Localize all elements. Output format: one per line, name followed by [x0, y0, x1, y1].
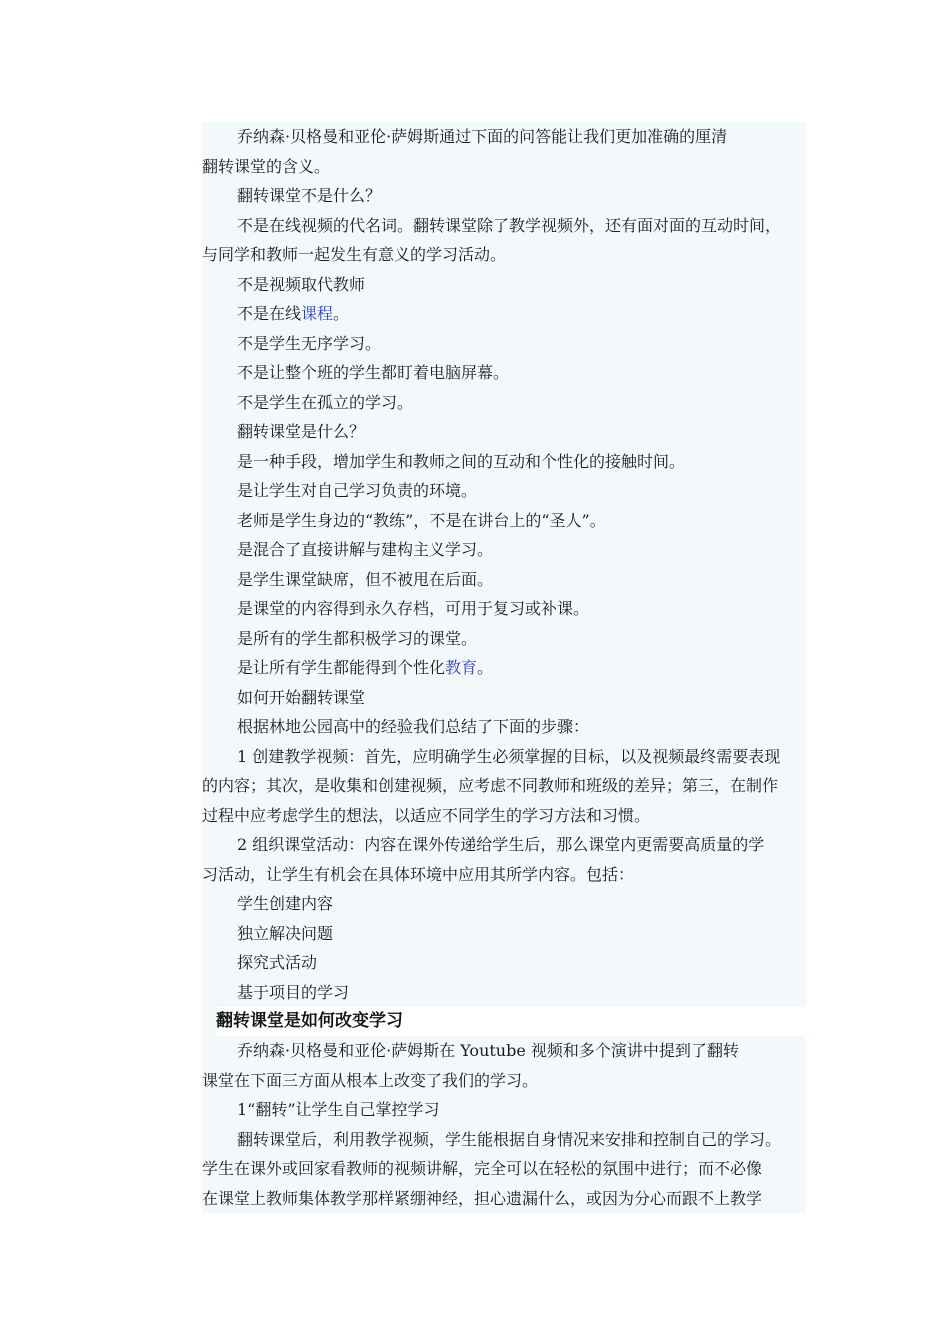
- is-item-2: 是让学生对自己学习负责的环境。: [237, 481, 478, 500]
- not-item-3-end: 。: [333, 304, 350, 323]
- course-link[interactable]: 课程: [301, 304, 334, 323]
- not-item-3-text: 不是在线: [237, 304, 302, 323]
- change-1-line-3: 在课堂上教师集体教学那样紧绷神经，担心遗漏什么，或因为分心而跟不上教学: [202, 1188, 763, 1208]
- article-body: [202, 122, 806, 1213]
- not-item-3: [202, 299, 806, 329]
- step-2-line-1: 2 组织课堂活动：内容在课外传递给学生后，那么课堂内更需要高质量的学: [237, 835, 765, 854]
- not-item-1-line-1: 不是在线视频的代名词。翻转课堂除了教学视频外，还有面对面的互动时间，: [237, 215, 782, 235]
- is-item-6: 是课堂的内容得到永久存档，可用于复习或补课。: [237, 599, 590, 618]
- not-item-6: 不是学生在孤立的学习。: [237, 392, 414, 412]
- question-not: 翻转课堂不是什么？: [237, 186, 382, 205]
- question-is: 翻转课堂是什么？: [237, 422, 366, 441]
- change-1-line-2: 学生在课外或回家看教师的视频讲解，完全可以在轻松的氛围中进行；而不必像: [202, 1159, 763, 1178]
- section-heading: 翻转课堂是如何改变学习: [216, 1007, 806, 1036]
- change-1-title: 1“翻转”让学生自己掌控学习: [237, 1100, 440, 1119]
- is-item-8-end: 。: [477, 658, 494, 677]
- how-to-start-title: 如何开始翻转课堂: [237, 687, 366, 707]
- not-item-2: 不是视频取代教师: [237, 274, 366, 294]
- is-item-1: 是一种手段，增加学生和教师之间的互动和个性化的接触时间。: [237, 451, 686, 471]
- is-item-3: 老师是学生身边的“教练”，不是在讲台上的“圣人”。: [237, 510, 606, 530]
- change-intro-line-2: 课堂在下面三方面从根本上改变了我们的学习。: [202, 1070, 539, 1090]
- is-item-8-text: 是让所有学生都能得到个性化: [237, 658, 446, 677]
- activity-2: 独立解决问题: [237, 923, 334, 943]
- is-item-7: 是所有的学生都积极学习的课堂。: [237, 628, 478, 648]
- step-1-line-1: 1 创建教学视频：首先，应明确学生必须掌握的目标，以及视频最终需要表现: [237, 746, 781, 766]
- change-1-line-1: 翻转课堂后，利用教学视频，学生能根据自身情况来安排和控制自己的学习。: [237, 1129, 782, 1149]
- activity-3: 探究式活动: [237, 953, 318, 972]
- step-1-line-2: 的内容；其次，是收集和创建视频，应考虑不同教师和班级的差异；第三，在制作: [202, 776, 779, 795]
- steps-intro: 根据林地公园高中的经验我们总结了下面的步骤：: [237, 717, 590, 736]
- not-item-1-line-2: 与同学和教师一起发生有意义的学习活动。: [202, 245, 507, 264]
- activity-4: 基于项目的学习: [237, 982, 350, 1002]
- change-intro-line-1: 乔纳森·贝格曼和亚伦·萨姆斯在 Youtube 视频和多个演讲中提到了翻转: [237, 1041, 739, 1060]
- intro-line-2: 翻转课堂的含义。: [202, 156, 331, 176]
- is-item-4: 是混合了直接讲解与建构主义学习。: [237, 540, 494, 559]
- activity-1: 学生创建内容: [237, 894, 334, 913]
- step-2-line-2: 习活动，让学生有机会在具体环境中应用其所学内容。包括：: [202, 864, 635, 884]
- intro-line-1: 乔纳森·贝格曼和亚伦·萨姆斯通过下面的问答能让我们更加准确的厘清: [237, 127, 728, 146]
- not-item-4: 不是学生无序学习。: [237, 333, 382, 353]
- not-item-5: 不是让整个班的学生都盯着电脑屏幕。: [237, 363, 510, 382]
- is-item-5: 是学生课堂缺席，但不被甩在后面。: [237, 569, 494, 589]
- is-item-8: [202, 653, 806, 683]
- education-link[interactable]: 教育: [445, 658, 478, 677]
- step-1-line-3: 过程中应考虑学生的想法，以适应不同学生的学习方法和习惯。: [202, 805, 651, 825]
